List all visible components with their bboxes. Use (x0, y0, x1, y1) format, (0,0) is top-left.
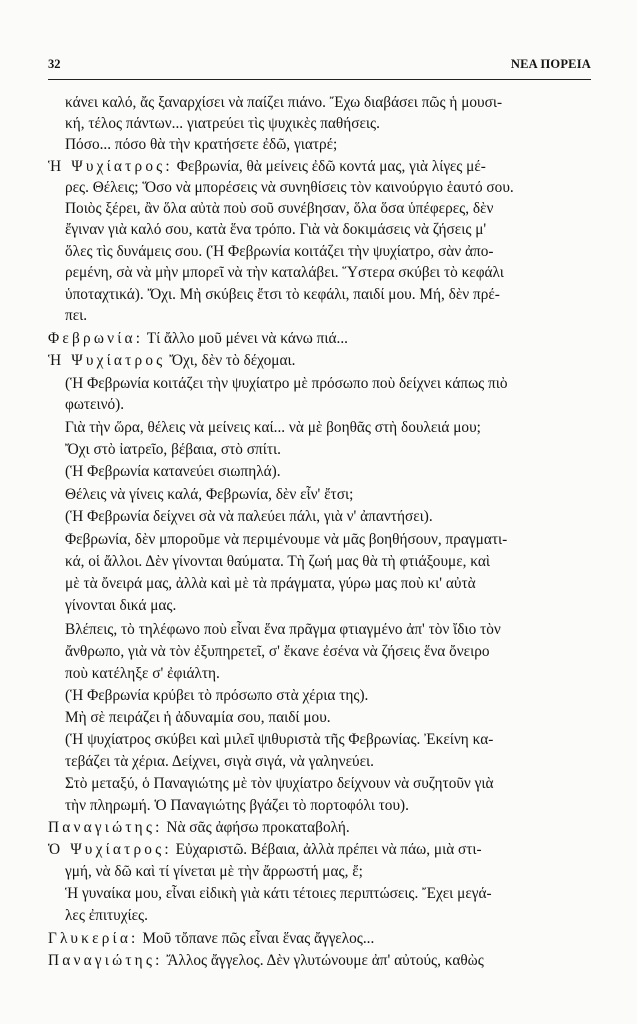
text-line (65, 263, 504, 283)
line-text: Ὄχι, δὲν τὸ δέχομαι. (169, 352, 296, 369)
text-line (65, 418, 481, 438)
line-text: ὅλες τὶς δυνάμεις σου. (Ἡ Φεβρωνία κοιτάζει τὴν ψυχίατρο, σὰν ἀπο- (65, 243, 494, 260)
line-text: ὑποταχτικά). Ὄχι. Μὴ σκύβεις ἔτσι τὸ κεφάλι, παιδί μου. Μή, δὲν πρέ- (65, 286, 500, 303)
dialogue-line (48, 329, 348, 349)
line-text: πει. (65, 307, 88, 324)
text-line (65, 507, 433, 527)
line-text: Μὴ σὲ πειράζει ἡ ἀδυναμία σου, παιδί μου. (65, 709, 331, 726)
line-text: γμή, νὰ δῶ καὶ τί γίνεται μὲ τὴν ἄρρωστή μας, ἔ; (65, 863, 363, 880)
line-text: ἄνθρωπο, γιὰ νὰ τὸν ἐξυπηρετεῖ, σ' ἔκανε ἐσένα νὰ ζήσεις ἕνα ὄνειρο (65, 643, 490, 660)
page-header (48, 57, 591, 80)
text-line (65, 664, 220, 684)
line-text: Ποιὸς ξέρει, ἂν ὅλα αὐτὰ ποὺ σοῦ συνέβησαν, ὅλα ὅσα ὑπέφερες, δὲν (65, 200, 494, 217)
line-text: Φεβρωνία, δὲν μποροῦμε νὰ περιμένουμε νὰ μᾶς βοηθήσουν, πραγματι- (65, 531, 508, 548)
text-line (65, 552, 490, 572)
line-text: Θέλεις νὰ γίνεις καλά, Φεβρωνία, δὲν εἶν' ἔτσι; (65, 486, 354, 503)
text-line (65, 774, 494, 794)
line-text: (Ἡ Φεβρωνία κρύβει τὸ πρόσωπο στὰ χέρια της). (65, 687, 369, 704)
text-line (65, 178, 514, 198)
line-text: τεβάζει τὰ χέρια. Δείχνει, σιγὰ σιγά, νὰ γαληνεύει. (65, 753, 374, 770)
text-line (65, 884, 492, 904)
line-text: κή, τέλος πάντων... γιατρεύει τὶς ψυχικὲς παθήσεις. (65, 115, 380, 132)
text-line (65, 462, 281, 482)
text-line (65, 862, 363, 882)
text-line (65, 796, 409, 816)
text-line (65, 220, 486, 240)
dialogue-line (48, 351, 295, 371)
text-line (65, 620, 501, 640)
text-line (65, 708, 331, 728)
text-line (65, 395, 124, 415)
line-text: φωτεινό). (65, 396, 125, 413)
line-text: Φεβρωνία, θὰ μείνεις ἐδῶ κοντά μας, γιὰ λίγες μέ- (176, 158, 486, 175)
dialogue-line (48, 929, 374, 949)
speaker-name: Φεβρωνία: (48, 330, 144, 347)
text-line (65, 642, 490, 662)
text-line (65, 306, 87, 326)
text-line (65, 199, 493, 219)
speaker-name: Παναγιώτης: (48, 819, 163, 836)
page-number: 32 (48, 57, 61, 71)
dialogue-line (48, 951, 484, 971)
text-line (65, 730, 493, 750)
text-line (65, 530, 507, 550)
speaker-name: Γλυκερία: (48, 930, 139, 947)
line-text: ἔγιναν γιὰ καλό σου, κατὰ ἕνα τρόπο. Γιὰ νὰ δοκιμάσεις νὰ ζήσεις μ' (65, 221, 487, 238)
text-line (65, 686, 368, 706)
line-text: κάνει καλό, ἄς ξαναρχίσει νὰ παίζει πιάνο. Ἔχω διαβάσει πῶς ἡ μουσι- (65, 94, 503, 111)
text-line (65, 114, 380, 134)
text-line (65, 93, 502, 113)
line-text: Ἄλλος ἄγγελος. Δὲν γλυτώνουμε ἀπ' αὐτούς, καθὼς (166, 952, 484, 969)
dialogue-line (48, 157, 486, 177)
text-line (65, 285, 500, 305)
text-line (65, 374, 508, 394)
text-line (65, 485, 353, 505)
line-text: ρες. Θέλεις; Ὅσο νὰ μπορέσεις νὰ συνηθίσεις τὸν καινούργιο ἑαυτό σου. (65, 179, 514, 196)
text-line (65, 596, 176, 616)
text-line (65, 440, 281, 460)
line-text: (Ἡ Φεβρωνία κοιτάζει τὴν ψυχίατρο μὲ πρόσωπο ποὺ δείχνει κάπως πιὸ (65, 375, 508, 392)
line-text: Ἡ γυναίκα μου, εἶναι εἰδικὴ γιὰ κάτι τέτοιες περιπτώσεις. Ἔχει μεγά- (65, 885, 492, 902)
speaker-name: Παναγιώτης: (48, 952, 163, 969)
line-text: μὲ τὰ ὄνειρά μας, ἀλλὰ καὶ μὲ τὰ πράγματα, γύρω μας ποὺ κι' αὐτὰ (65, 575, 476, 592)
line-text: ποὺ κατέληξε σ' ἐφιάλτη. (65, 665, 220, 682)
line-text: (Ἡ Φεβρωνία κατανεύει σιωπηλά). (65, 463, 281, 480)
text-line (65, 574, 476, 594)
speaker-name: Ἡ Ψυχίατρος: (48, 158, 173, 175)
dialogue-line (48, 840, 482, 860)
line-text: Νὰ σᾶς ἀφήσω προκαταβολή. (166, 819, 350, 836)
dialogue-line (48, 818, 350, 838)
speaker-name: Ὁ Ψυχίατρος: (48, 841, 172, 858)
line-text: Μοῦ τὄπανε πῶς εἶναι ἕνας ἄγγελος... (142, 930, 375, 947)
line-text: Ὄχι στὸ ἰατρεῖο, βέβαια, στὸ σπίτι. (65, 441, 281, 458)
line-text: (Ἡ Φεβρωνία δείχνει σὰ νὰ παλεύει πάλι, γιὰ ν' ἀπαντήσει). (65, 508, 433, 525)
line-text: ρεμένη, σὰ νὰ μὴν μπορεῖ νὰ τὴν καταλάβει. Ὕστερα σκύβει τὸ κεφάλι (65, 264, 504, 281)
line-text: γίνονται δικά μας. (65, 597, 177, 614)
line-text: (Ἡ ψυχίατρος σκύβει καὶ μιλεῖ ψιθυριστὰ τῆς Φεβρωνίας. Ἐκείνη κα- (65, 731, 494, 748)
line-text: κά, οἱ ἄλλοι. Δὲν γίνονται θαύματα. Τὴ ζωή μας θὰ τὴ φτιάξουμε, καὶ (65, 553, 490, 570)
text-line (65, 242, 494, 262)
line-text: λες ἐπιτυχίες. (65, 907, 148, 924)
line-text: Βλέπεις, τὸ τηλέφωνο ποὺ εἶναι ἕνα πρᾶγμα φτιαγμένο ἀπ' τὸν ἴδιο τὸν (65, 621, 501, 638)
text-line (65, 906, 148, 926)
text-line (65, 135, 337, 155)
line-text: Τί ἄλλο μοῦ μένει νὰ κάνω πιά... (146, 330, 348, 347)
line-text: Στὸ μεταξύ, ὁ Παναγιώτης μὲ τὸν ψυχίατρο δείχνουν νὰ συζητοῦν γιὰ (65, 775, 494, 792)
speaker-name: Ἡ Ψυχίατρος (48, 352, 166, 369)
line-text: τὴν πληρωμή. Ὁ Παναγιώτης βγάζει τὸ πορτοφόλι του). (65, 797, 409, 814)
line-text: Εὐχαριστῶ. Βέβαια, ἀλλὰ πρέπει νὰ πάω, μιὰ στι- (175, 841, 482, 858)
text-line (65, 752, 374, 772)
running-title: ΝΕΑ ΠΟΡΕΙΑ (510, 57, 591, 71)
line-text: Πόσο... πόσο θὰ τὴν κρατήσετε ἐδῶ, γιατρέ; (65, 136, 338, 153)
line-text: Γιὰ τὴν ὥρα, θέλεις νὰ μείνεις καί... νὰ μὲ βοηθᾶς στὴ δουλειά μου; (65, 419, 481, 436)
